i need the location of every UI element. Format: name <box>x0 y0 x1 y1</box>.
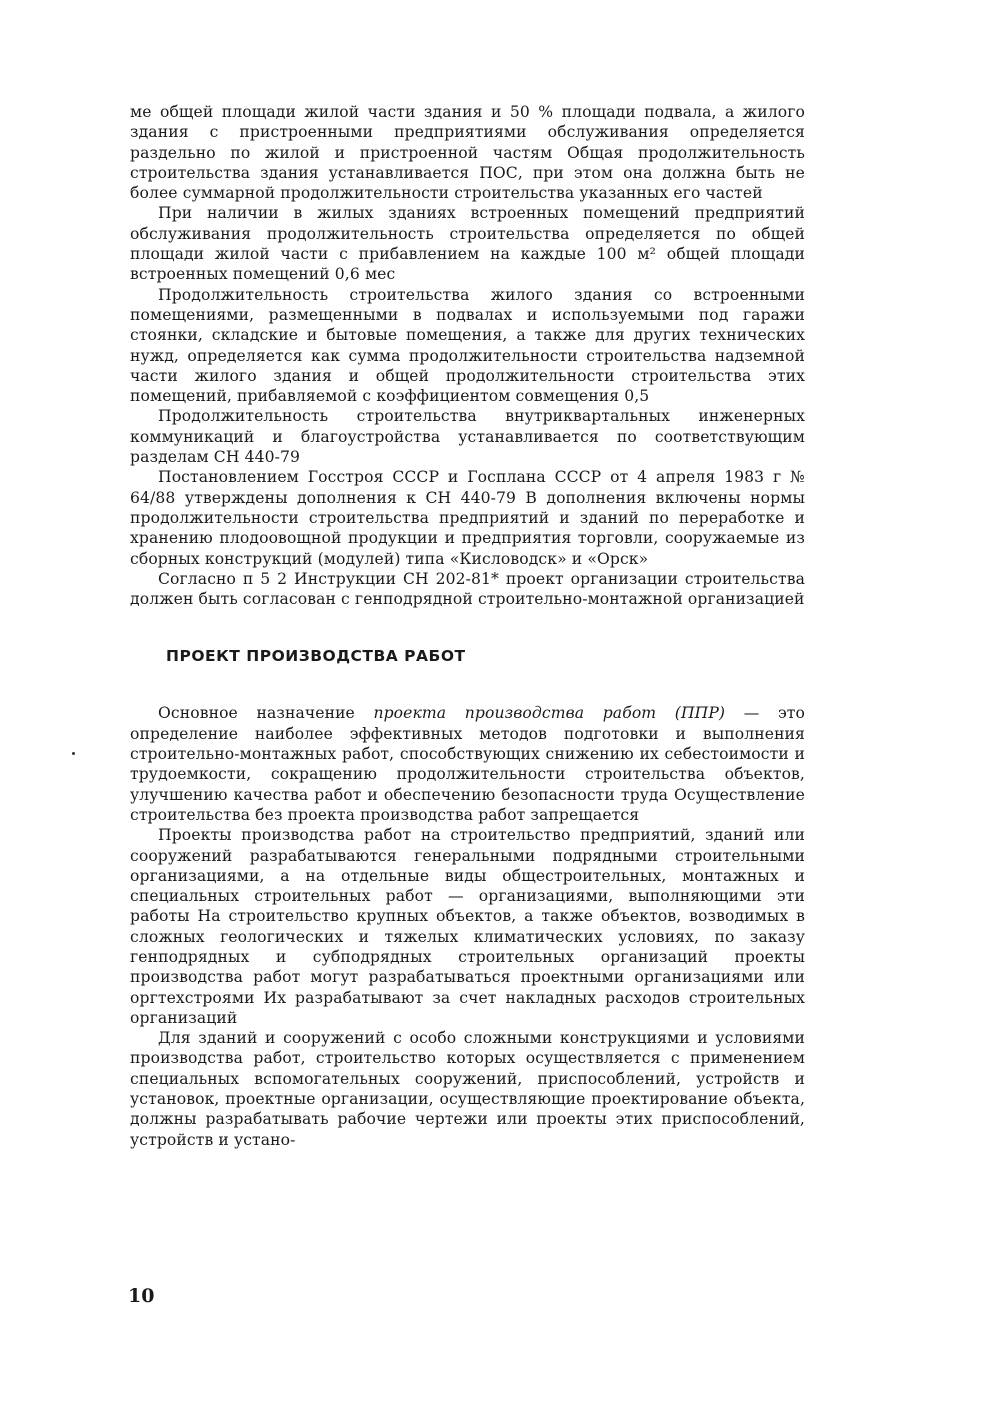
scan-speck <box>72 752 75 755</box>
paragraph: Постановлением Госстроя СССР и Госплана СССР от 4 апреля 1983 г № 64/88 утверждены дополнения к СН 440-79 В дополнения включены нормы продолжительности строительства предприятий и зданий по переработке и хранению плодоовощной продукции и предприятия торговли, сооружаемые из сборных конструкций (модулей) типа «Кисловодск» и «Орск» <box>130 468 805 568</box>
intro-text-rest: — это определение наиболее эффективных методов подготовки и выполнения строительно-монтажных работ, способствующих снижению их себестоимости и трудоемкости, сокращению продолжительности строительства объектов, улучшению качества работ и обеспечению безопасности труда Осуществление строительства без проекта производства работ запрещается <box>130 704 805 824</box>
intro-text: Основное назначение <box>158 704 374 723</box>
paragraph: Для зданий и сооружений с особо сложными конструкциями и условиями производства работ, строительство которых осуществляется с применением специальных вспомогательных сооружений, приспособлений, устройств и установок, проектные организации, осуществляющие проектирование объекта, должны разрабатывать рабочие чертежи или проекты этих приспособлений, устройств и устано- <box>130 1029 805 1149</box>
paragraph: Проекты производства работ на строительство предприятий, зданий или сооружений разрабатываются генеральными подрядными строительными организациями, а на отдельные виды общестроительных, монтажных и специальных строительных работ — организациями, выполняющими эти работы На строительство крупных объектов, а также объектов, возводимых в сложных геологических и тяжелых климатических условиях, по заказу генподрядных и субподрядных строительных организаций проекты производства работ могут разрабатываться проектными организациями или оргтехстроями Их разрабатывают за счет накладных расходов строительных организаций <box>130 826 805 1027</box>
paragraph-intro <box>130 703 805 825</box>
intro-emphasis: проекта производства работ (ППР) <box>373 704 726 723</box>
section-heading: ПРОЕКТ ПРОИЗВОДСТВА РАБОТ <box>166 647 466 666</box>
paragraph: ме общей площади жилой части здания и 50 % площади подвала, а жилого здания с пристроенными предприятиями обслуживания определяется раздельно по жилой и пристроенной частям Общая продолжительность строительства здания устанавливается ПОС, при этом она должна быть не более суммарной продолжительности строительства указанных его частей <box>130 103 805 203</box>
paragraph: Продолжительность строительства внутриквартальных инженерных коммуникаций и благоустройства устанавливается по соответствующим разделам СН 440-79 <box>130 407 805 467</box>
paragraph: При наличии в жилых зданиях встроенных помещений предприятий обслуживания продолжительность строительства определяется по общей площади жилой части с прибавлением на каждые 100 м² общей площади встроенных помещений 0,6 мес <box>130 204 805 284</box>
page-body <box>130 102 805 1150</box>
paragraph: Продолжительность строительства жилого здания со встроенными помещениями, размещенными в подвалах и используемыми под гаражи стоянки, складские и бытовые помещения, а также для других технических нужд, определяется как сумма продолжительности строительства надземной части жилого здания и общей продолжительности строительства этих помещений, прибавляемой с коэффициентом совмещения 0,5 <box>130 285 805 406</box>
paragraph: Согласно п 5 2 Инструкции СН 202-81* проект организации строительства должен быть согласован с генподрядной строительно-монтажной организацией <box>130 569 805 609</box>
page-number: 10 <box>128 1285 155 1307</box>
